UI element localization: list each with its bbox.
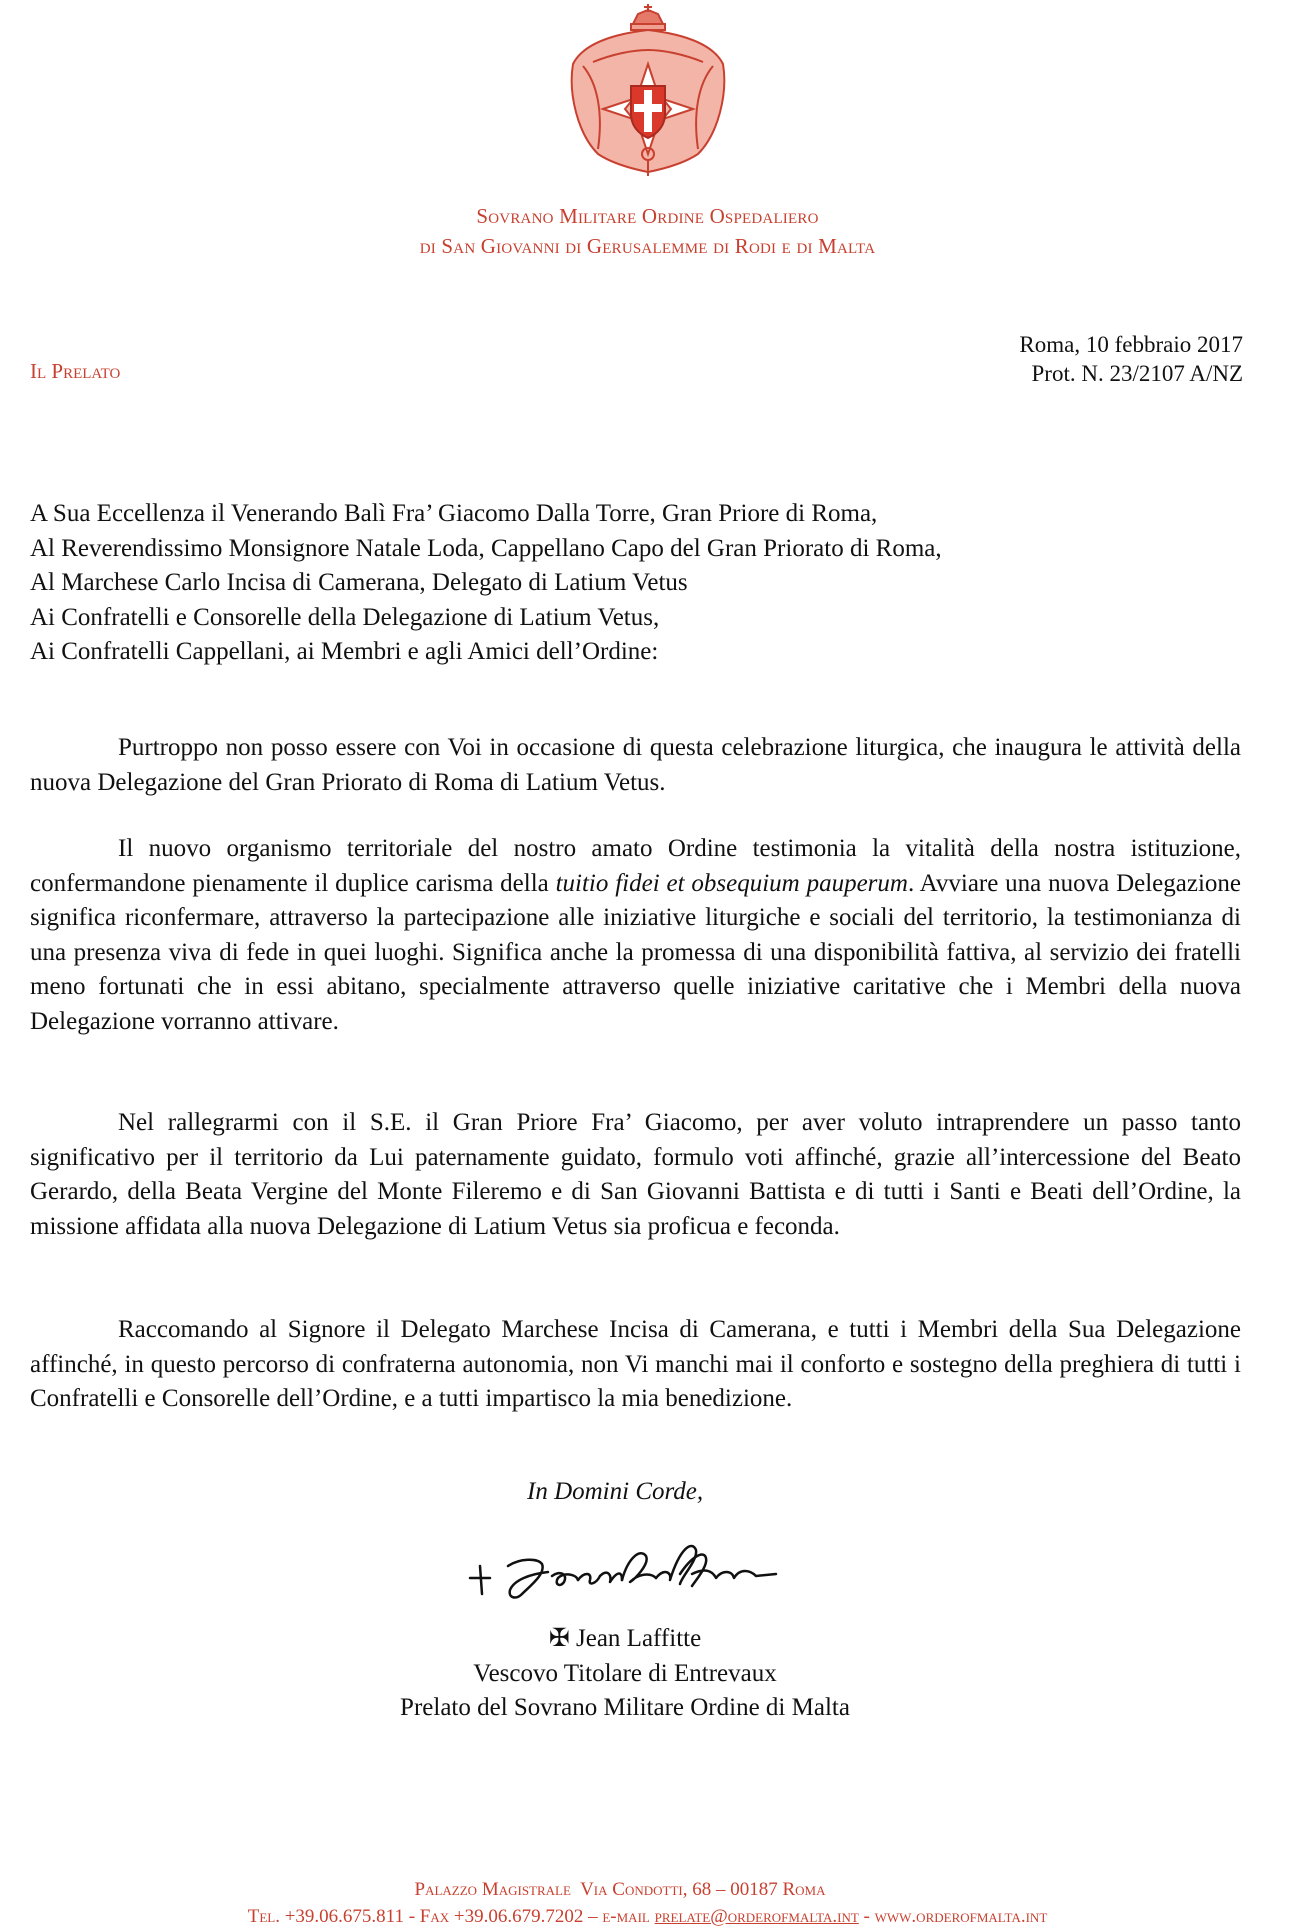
sender-title: Il Prelato [30, 359, 121, 383]
paragraph-2-text-after: . Avviare una nuova Delegazione significa riconfermare, attraverso la partecipazione alle iniziative liturgiche e sociali del territorio, la testimonianza di una presenza viva di fede in quei luoghi. Significa anche la promessa di una disponibilità fattiva, al servizio dei fratelli meno fortunati che in essi abitano, specialmente attraverso quelle iniziative caritative che i Membri della nuova Delegazione vorranno attivare. [30, 869, 1241, 1035]
signer-name: Jean Laffitte [576, 1625, 702, 1652]
signer-title-1: Vescovo Titolare di Entrevaux [473, 1659, 777, 1687]
order-name-line1: Sovrano Militare Ordine Ospedaliero [476, 204, 819, 228]
addressee-line: Al Reverendissimo Monsignore Natale Loda, Cappellano Capo del Gran Priorato di Roma, [30, 534, 942, 562]
signer-block [0, 1622, 1250, 1726]
addressee-line: Ai Confratelli e Consorelle della Delegazione di Latium Vetus, [30, 603, 660, 631]
footer-phone-fax: Tel. +39.06.675.811 - Fax +39.06.679.7202 [247, 1906, 584, 1927]
paragraph-2-text-before: Il nuovo organismo territoriale del nostro amato Ordine testimonia la vitalità della nostra istituzione, confermandone pienamente il duplice carisma della [30, 835, 1241, 897]
order-name-line2: di San Giovanni di Gerusalemme di Rodi e di Malta [419, 234, 876, 258]
footer-email-label: – e-mail [588, 1906, 650, 1927]
footer-separator: - [863, 1906, 870, 1927]
latin-motto: tuitio fidei et obsequium pauperum [555, 869, 908, 897]
body-paragraph-3: Nel rallegrarmi con il S.E. il Gran Priore Fra’ Giacomo, per aver voluto intraprendere un passo tanto significativo per il territorio da Lui paternamente guidato, formulo voti affinché, grazie all’intercessione del Beato Gerardo, della Beata Vergine del Monte Fileremo e di San Giovanni Battista e di tutti i Santi e Beati dell’Ordine, la missione affidata alla nuova Delegazione di Latium Vetus sia proficua e feconda. [30, 1109, 1241, 1240]
handwritten-signature [460, 1528, 790, 1608]
addressee-line: A Sua Eccellenza il Venerando Balì Fra’ Giacomo Dalla Torre, Gran Priore di Roma, [30, 500, 878, 527]
letter-date: Roma, 10 febbraio 2017 [1019, 332, 1243, 357]
footer-email-link[interactable]: prelate@orderofmalta.int [654, 1906, 859, 1927]
addressee-line: Al Marchese Carlo Incisa di Camerana, Delegato di Latium Vetus [30, 569, 688, 596]
protocol-number: Prot. N. 23/2107 A/NZ [1031, 361, 1243, 386]
body-paragraph-2 [30, 832, 1241, 1039]
footer-address: Palazzo Magistrale Via Condotti, 68 – 00187 Roma [414, 1879, 826, 1900]
footer-website-link[interactable]: www.orderofmalta.int [874, 1906, 1048, 1927]
signer-name-line [0, 1622, 1250, 1657]
order-of-malta-crest-icon [553, 4, 743, 184]
closing-salutation: In Domini Corde, [527, 1478, 704, 1505]
addressee-line: Ai Confratelli Cappellani, ai Membri e agli Amici dell’Ordine: [30, 638, 659, 665]
body-paragraph-4: Raccomando al Signore il Delegato Marchese Incisa di Camerana, e tutti i Membri della Sua Delegazione affinché, in questo percorso di confraterna autonomia, non Vi manchi mai il conforto e sostegno della preghiera di tutti i Confratelli e Consorelle dell’Ordine, e a tutti impartisco la mia benedizione. [30, 1316, 1241, 1412]
date-block [1019, 330, 1243, 388]
signer-title-2: Prelato del Sovrano Militare Ordine di Malta [400, 1694, 850, 1721]
addressees [30, 497, 942, 670]
maltese-cross-icon: ✠ [548, 1625, 570, 1652]
body-paragraph-1: Purtroppo non posso essere con Voi in occasione di questa celebrazione liturgica, che inaugura le attività della nuova Delegazione del Gran Priorato di Roma di Latium Vetus. [30, 734, 1241, 796]
footer-contacts [0, 1904, 1295, 1930]
